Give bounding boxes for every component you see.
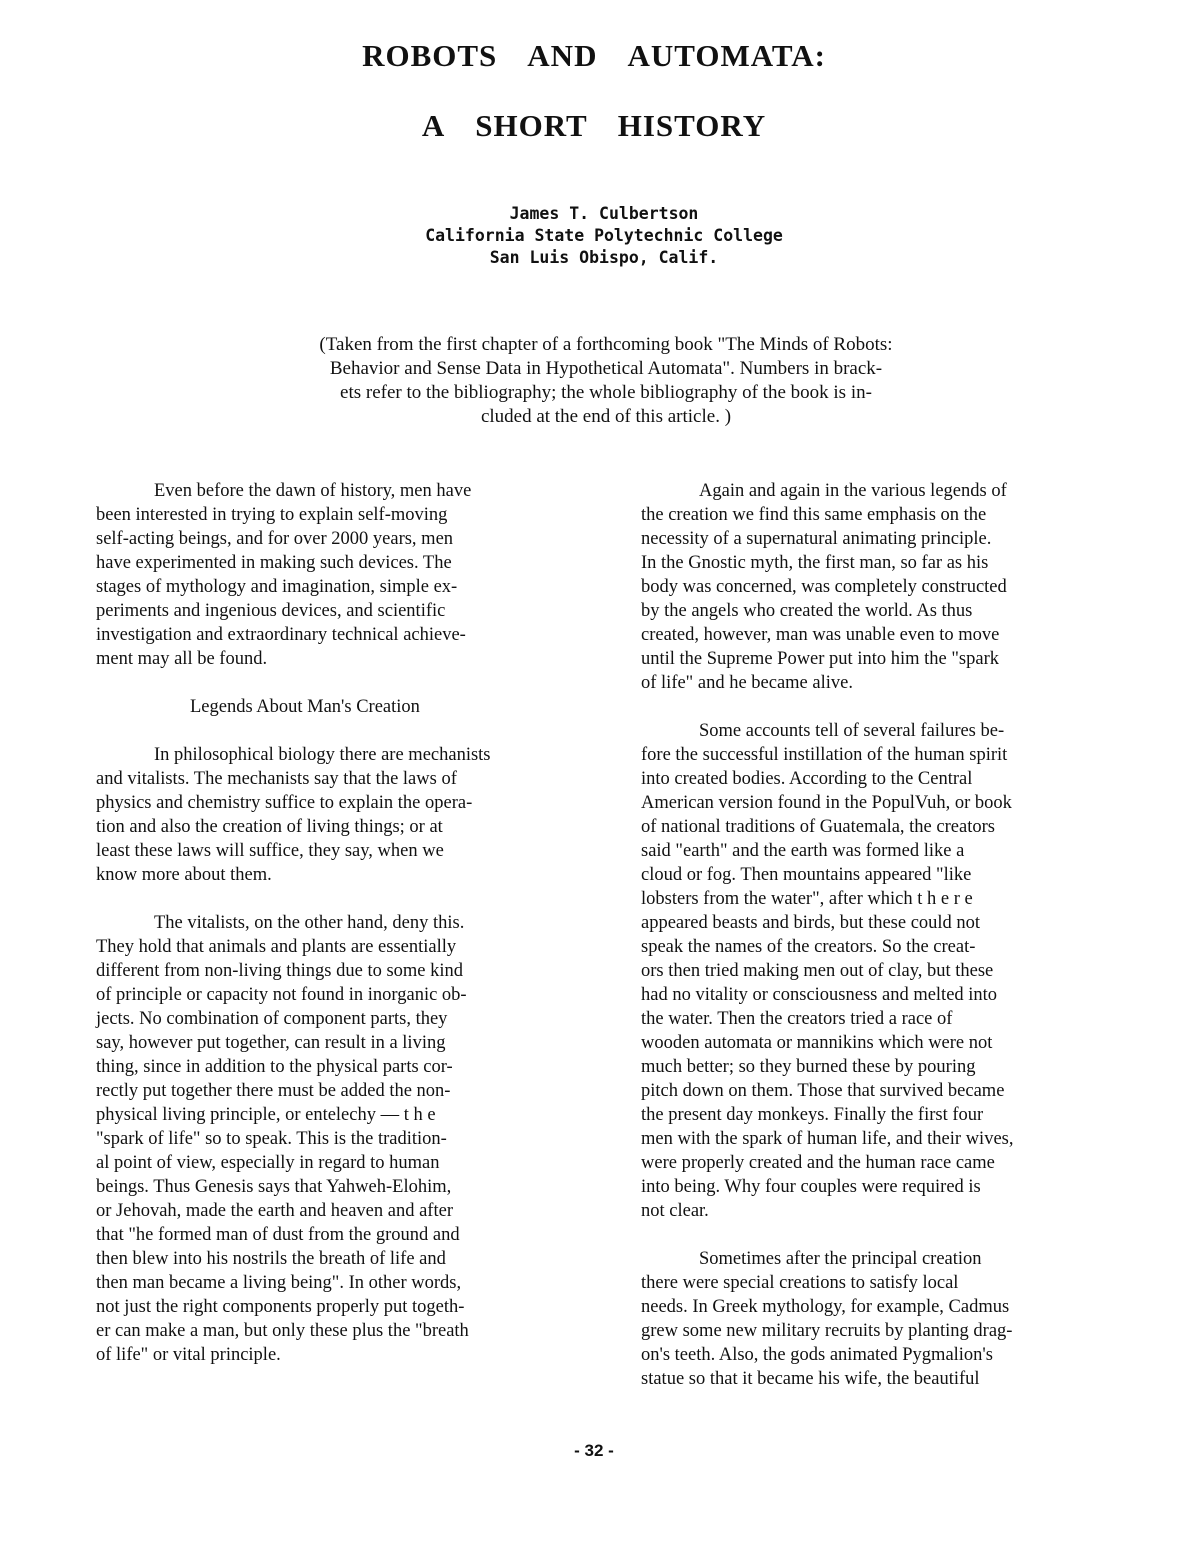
- paragraph: [96, 911, 586, 1367]
- paragraph: [641, 719, 1121, 1223]
- text-line: cloud or fog. Then mountains appeared "like: [641, 865, 972, 885]
- text-line: grew some new military recruits by planting drag-: [641, 1321, 1013, 1341]
- paragraph: [96, 479, 586, 671]
- text-line: American version found in the PopulVuh, or book: [641, 793, 1012, 813]
- text-line: the present day monkeys. Finally the first four: [641, 1105, 984, 1125]
- text-line: different from non-living things due to some kind: [96, 961, 464, 981]
- text-line: Again and again in the various legends of: [699, 481, 1007, 501]
- text-line: (Taken from the first chapter of a forthcoming book "The Minds of Robots:: [319, 334, 893, 355]
- text-line: by the angels who created the world. As thus: [641, 601, 973, 621]
- text-line: self-acting beings, and for over 2000 years, men: [96, 529, 454, 549]
- text-line: the water. Then the creators tried a race of: [641, 1009, 953, 1029]
- text-line: statue so that it became his wife, the beautiful: [641, 1369, 980, 1389]
- text-line: "spark of life" so to speak. This is the tradition-: [96, 1129, 447, 1149]
- text-line: much better; so they burned these by pouring: [641, 1057, 976, 1077]
- text-line: er can make a man, but only these plus the "breath: [96, 1321, 469, 1341]
- text-line: have experimented in making such devices. The: [96, 553, 452, 573]
- title-line-2: [0, 108, 1188, 144]
- text-line: of principle or capacity not found in inorganic ob-: [96, 985, 467, 1005]
- text-line: the creation we find this same emphasis on the: [641, 505, 987, 525]
- text-line: Sometimes after the principal creation: [699, 1249, 982, 1269]
- text-line: lobsters from the water", after which t h e r e: [641, 889, 973, 909]
- text-line: physical living principle, or entelechy — t h e: [96, 1105, 436, 1125]
- page-number: - 32 -: [574, 1441, 614, 1460]
- text-line: rectly put together there must be added the non-: [96, 1081, 451, 1101]
- text-line: had no vitality or consciousness and melted into: [641, 985, 998, 1005]
- author-block: [0, 203, 1188, 269]
- text-line: pitch down on them. Those that survived became: [641, 1081, 1005, 1101]
- text-line: or Jehovah, made the earth and heaven and after: [96, 1201, 453, 1221]
- text-line: been interested in trying to explain self-moving: [96, 505, 448, 525]
- text-line: jects. No combination of component parts, they: [96, 1009, 448, 1029]
- text-line: were properly created and the human race came: [641, 1153, 995, 1173]
- text-line: on's teeth. Also, the gods animated Pygmalion's: [641, 1345, 993, 1365]
- text-line: body was concerned, was completely constructed: [641, 577, 1007, 597]
- text-line: men with the spark of human life, and their wives,: [641, 1129, 1014, 1149]
- title-word: A: [421, 108, 446, 143]
- text-line: until the Supreme Power put into him the "spark: [641, 649, 999, 669]
- text-line: In philosophical biology there are mechanists: [154, 745, 491, 765]
- text-line: investigation and extraordinary technical achieve-: [96, 625, 466, 645]
- author-location: San Luis Obispo, Calif.: [489, 248, 719, 267]
- text-line: appeared beasts and birds, but these could not: [641, 913, 981, 933]
- title-word: ROBOTS: [362, 38, 498, 73]
- text-line: beings. Thus Genesis says that Yahweh-Elohim,: [96, 1177, 452, 1197]
- text-line: into being. Why four couples were required is: [641, 1177, 981, 1197]
- text-line: physics and chemistry suffice to explain the opera-: [96, 793, 473, 813]
- title-word: AND: [527, 38, 598, 73]
- author-name: James T. Culbertson: [509, 204, 699, 223]
- text-line: The vitalists, on the other hand, deny this.: [154, 913, 465, 933]
- text-line: least these laws will suffice, they say, when we: [96, 841, 444, 861]
- title-line-1: [0, 38, 1188, 74]
- right-column: [641, 479, 1121, 1415]
- text-line: periments and ingenious devices, and scientific: [96, 601, 446, 621]
- title-word: HISTORY: [617, 108, 767, 143]
- text-line: needs. In Greek mythology, for example, Cadmus: [641, 1297, 1010, 1317]
- text-line: of national traditions of Guatemala, the creators: [641, 817, 995, 837]
- title-word: AUTOMATA:: [627, 38, 826, 73]
- text-line: know more about them.: [96, 865, 272, 885]
- paragraph: [641, 1247, 1121, 1391]
- text-line: and vitalists. The mechanists say that the laws of: [96, 769, 457, 789]
- text-line: say, however put together, can result in a living: [96, 1033, 446, 1053]
- section-heading: Legends About Man's Creation: [190, 697, 420, 717]
- text-line: fore the successful instillation of the human spirit: [641, 745, 1008, 765]
- text-line: then blew into his nostrils the breath of life and: [96, 1249, 446, 1269]
- text-line: tion and also the creation of living things; or at: [96, 817, 443, 837]
- text-line: created, however, man was unable even to move: [641, 625, 1000, 645]
- editorial-note: [248, 333, 964, 429]
- text-line: not just the right components properly put togeth-: [96, 1297, 465, 1317]
- text-line: wooden automata or mannikins which were not: [641, 1033, 993, 1053]
- text-line: that "he formed man of dust from the ground and: [96, 1225, 460, 1245]
- paragraph: [96, 743, 586, 887]
- title-word: SHORT: [475, 108, 588, 143]
- text-line: thing, since in addition to the physical parts cor-: [96, 1057, 453, 1077]
- text-line: speak the names of the creators. So the creat-: [641, 937, 976, 957]
- left-column: [96, 479, 586, 1391]
- text-line: of life" or vital principle.: [96, 1345, 281, 1365]
- text-line: necessity of a supernatural animating principle.: [641, 529, 992, 549]
- text-line: there were special creations to satisfy local: [641, 1273, 959, 1293]
- author-institution: California State Polytechnic College: [425, 226, 783, 245]
- text-line: In the Gnostic myth, the first man, so far as his: [641, 553, 989, 573]
- text-line: al point of view, especially in regard to human: [96, 1153, 440, 1173]
- paragraph: [641, 479, 1121, 695]
- text-line: cluded at the end of this article. ): [480, 406, 732, 427]
- text-line: into created bodies. According to the Central: [641, 769, 973, 789]
- text-line: Some accounts tell of several failures be-: [699, 721, 1005, 741]
- text-line: ors then tried making men out of clay, but these: [641, 961, 994, 981]
- text-line: said "earth" and the earth was formed like a: [641, 841, 965, 861]
- text-line: not clear.: [641, 1201, 709, 1221]
- text-line: then man became a living being". In other words,: [96, 1273, 462, 1293]
- text-line: stages of mythology and imagination, simple ex-: [96, 577, 458, 597]
- text-line: They hold that animals and plants are essentially: [96, 937, 457, 957]
- text-line: Even before the dawn of history, men have: [154, 481, 472, 501]
- text-line: Behavior and Sense Data in Hypothetical Automata". Numbers in brack-: [329, 358, 883, 379]
- text-line: ment may all be found.: [96, 649, 268, 669]
- text-line: ets refer to the bibliography; the whole bibliography of the book is in-: [340, 382, 872, 403]
- text-line: of life" and he became alive.: [641, 673, 853, 693]
